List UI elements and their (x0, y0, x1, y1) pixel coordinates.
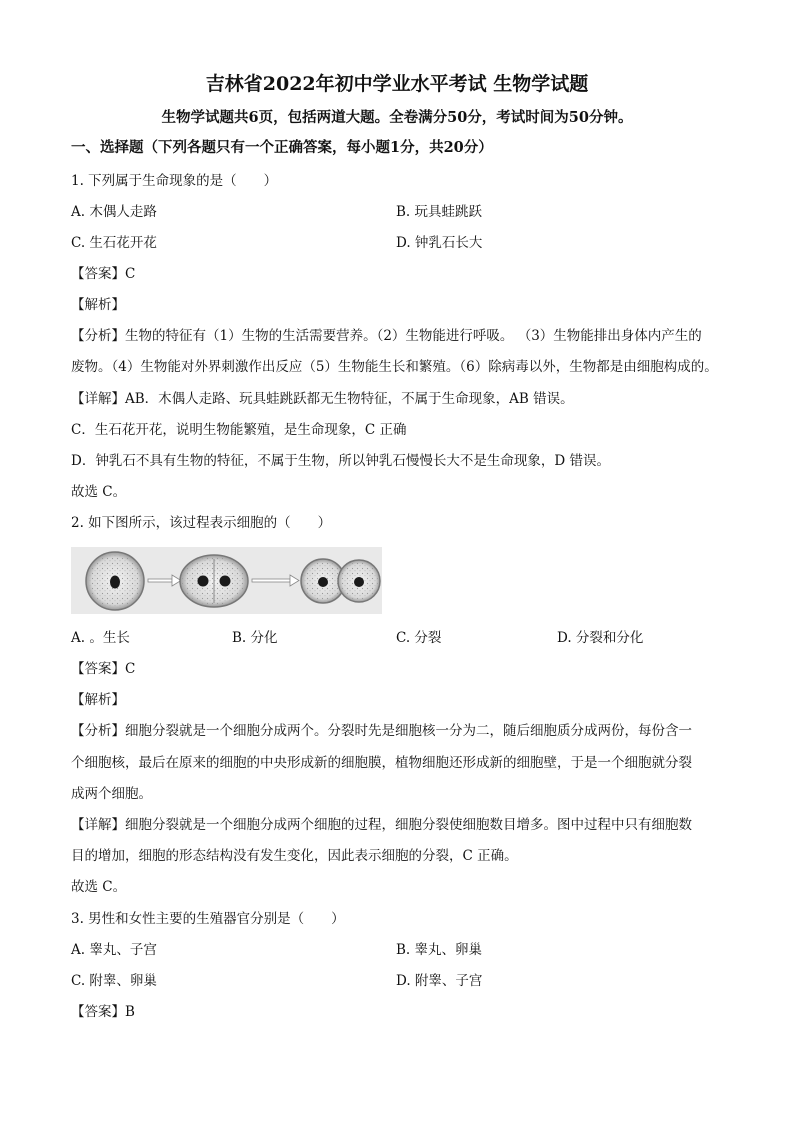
q3-stem: 3. 男性和女性主要的生殖器官分别是（ ） (71, 911, 345, 927)
q2-option-b: B. 分化 (232, 630, 278, 646)
daughter-cells (301, 559, 380, 603)
q2-fenxi-line1: 【分析】细胞分裂就是一个细胞分成两个。分裂时先是细胞核一分为二，随后细胞质分成两份，每份含一 (71, 723, 692, 739)
q1-xiangjie-line2: C．生石花开花，说明生物能繁殖，是生命现象，C 正确 (71, 422, 407, 438)
q2-xiangjie-line2: 目的增加，细胞的形态结构没有发生变化，因此表示细胞的分裂，C 正确。 (71, 848, 518, 864)
q2-option-c: C. 分裂 (396, 630, 442, 646)
q1-option-d: D. 钟乳石长大 (396, 235, 483, 251)
q3-option-b: B. 睾丸、卵巢 (396, 942, 483, 958)
cell-division-figure (71, 547, 382, 614)
q1-option-c: C. 生石花开花 (71, 235, 157, 251)
exam-title: 吉林省2022年初中学业水平考试 生物学试题 (205, 73, 589, 95)
q3-option-c: C. 附睾、卵巢 (71, 973, 157, 989)
q1-xiangjie-line3: D．钟乳石不具有生物的特征，不属于生物，所以钟乳石慢慢长大不是生命现象，D 错误。 (71, 453, 610, 469)
section-heading: 一、选择题（下列各题只有一个正确答案，每小题1分，共20分） (71, 139, 493, 156)
arrow-icon (252, 575, 299, 586)
q2-fenxi-line2: 个细胞核，最后在原来的细胞的中央形成新的细胞膜，植物细胞还形成新的细胞壁，于是一个细胞就分裂 (71, 755, 692, 771)
q1-stem: 1. 下列属于生命现象的是（ ） (71, 173, 278, 189)
cell-division-diagram (71, 547, 382, 614)
q2-stem: 2. 如下图所示，该过程表示细胞的（ ） (71, 515, 332, 531)
q1-jiexi: 【解析】 (71, 297, 125, 313)
q2-conclusion: 故选 C。 (71, 879, 127, 895)
q2-option-d: D. 分裂和分化 (557, 630, 644, 646)
arrow-icon (148, 575, 181, 586)
q3-option-d: D. 附睾、子宫 (396, 973, 483, 989)
q1-option-a: A. 木偶人走路 (71, 204, 157, 220)
q1-conclusion: 故选 C。 (71, 484, 127, 500)
q1-option-b: B. 玩具蛙跳跃 (396, 204, 483, 220)
q1-fenxi-line2: 废物。（4）生物能对外界刺激作出反应（5）生物能生长和繁殖。（6）除病毒以外，生物都是由细胞构成的。 (71, 359, 718, 375)
exam-subtitle: 生物学试题共6页，包括两道大题。全卷满分50分，考试时间为50分钟。 (161, 109, 633, 126)
q3-answer: 【答案】B (71, 1004, 135, 1020)
q2-answer: 【答案】C (71, 661, 136, 677)
q2-option-a: A. 。生长 (71, 630, 130, 646)
q2-fenxi-line3: 成两个细胞。 (71, 786, 152, 802)
q2-xiangjie-line1: 【详解】细胞分裂就是一个细胞分成两个细胞的过程，细胞分裂使细胞数目增多。图中过程中只有细胞数 (71, 817, 692, 833)
q1-fenxi-line1: 【分析】生物的特征有（1）生物的生活需要营养。（2）生物能进行呼吸。 （3）生物能排出身体内产生的 (71, 328, 702, 344)
q1-xiangjie-line1: 【详解】AB．木偶人走路、玩具蛙跳跃都无生物特征，不属于生命现象，AB 错误。 (71, 391, 574, 407)
dividing-cell (180, 555, 248, 607)
q3-option-a: A. 睾丸、子宫 (71, 942, 157, 958)
q2-jiexi: 【解析】 (71, 692, 125, 708)
single-cell (86, 552, 144, 610)
q1-answer: 【答案】C (71, 266, 136, 282)
